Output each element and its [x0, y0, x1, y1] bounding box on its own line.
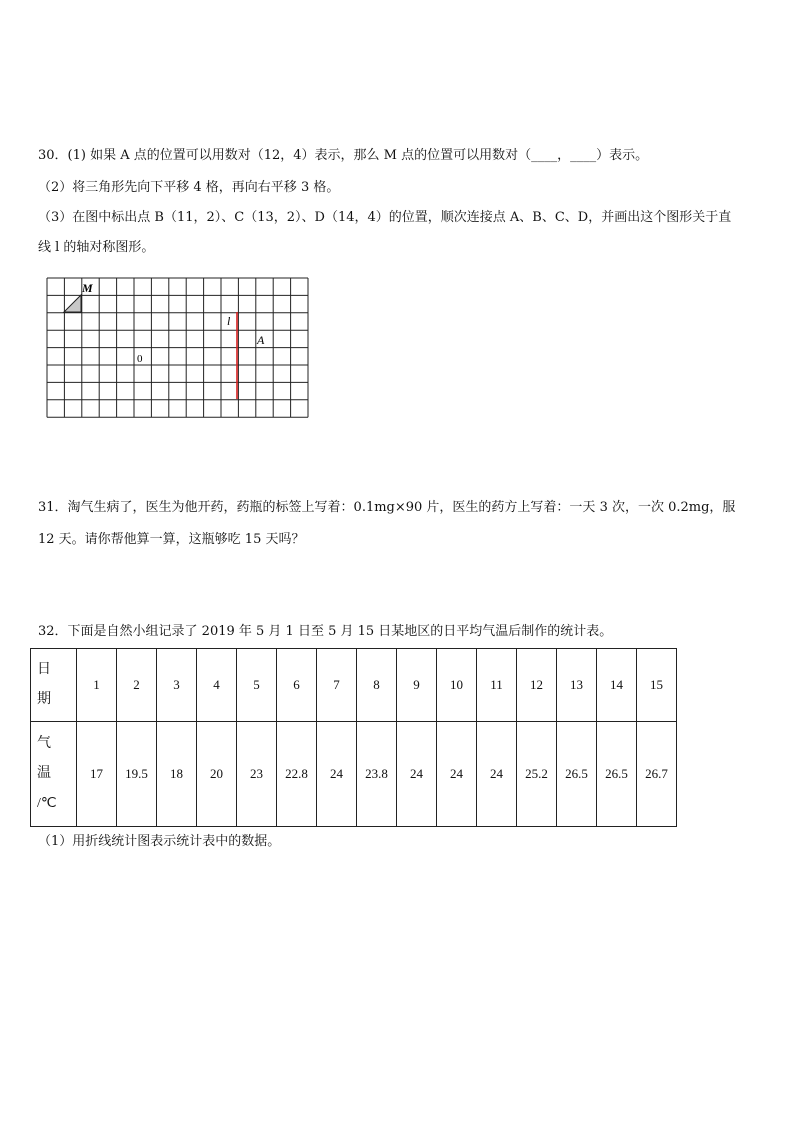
- temp-cell: 18: [157, 722, 197, 827]
- temp-cell: 26.5: [597, 722, 637, 827]
- date-cell: 3: [157, 649, 197, 722]
- q30-line-1: 30．(1) 如果 A 点的位置可以用数对（12，4）表示，那么 M 点的位置可以用数对（____，____）表示。: [38, 148, 649, 163]
- temp-cell: 20: [197, 722, 237, 827]
- temp-cell: 25.2: [517, 722, 557, 827]
- temp-cell: 22.8: [277, 722, 317, 827]
- grid-lines: [47, 278, 308, 417]
- q32-intro: 32．下面是自然小组记录了 2019 年 5 月 1 日至 5 月 15 日某地区的日平均气温后制作的统计表。: [38, 624, 613, 639]
- q30-line-4: 线 l 的轴对称图形。: [38, 240, 155, 255]
- date-cell: 12: [517, 649, 557, 722]
- grid-svg: [46, 277, 310, 419]
- date-cell: 6: [277, 649, 317, 722]
- date-cell: 7: [317, 649, 357, 722]
- date-cell: 14: [597, 649, 637, 722]
- row-header-temp: [31, 722, 77, 827]
- row-header-date: [31, 649, 77, 722]
- temp-cell: 17: [77, 722, 117, 827]
- temp-cell: 23: [237, 722, 277, 827]
- q31-line-2: 12 天。请你帮他算一算，这瓶够吃 15 天吗？: [38, 532, 305, 547]
- date-cell: 1: [77, 649, 117, 722]
- temp-cell: 26.7: [637, 722, 677, 827]
- q30-line-2: （2）将三角形先向下平移 4 格，再向右平移 3 格。: [38, 180, 340, 195]
- date-cell: 5: [237, 649, 277, 722]
- row-header-date-char1: 日: [37, 662, 51, 677]
- temp-cell: 26.5: [557, 722, 597, 827]
- temp-cell: 24: [397, 722, 437, 827]
- temp-cell: 24: [477, 722, 517, 827]
- date-cell: 15: [637, 649, 677, 722]
- date-cell: 11: [477, 649, 517, 722]
- q31-line-1: 31．淘气生病了，医生为他开药，药瓶的标签上写着：0.1mg×90 片，医生的药方上写着：一天 3 次，一次 0.2mg，服: [38, 500, 736, 515]
- q30-line-3: （3）在图中标出点 B（11，2）、C（13，2）、D（14，4）的位置，顺次连接点 A、B、C、D，并画出这个图形关于直: [38, 210, 732, 225]
- date-cell: 8: [357, 649, 397, 722]
- table-row-temps: [31, 722, 677, 827]
- temp-cell: 24: [437, 722, 477, 827]
- date-cell: 9: [397, 649, 437, 722]
- label-M: M: [82, 281, 93, 295]
- row-header-temp-char2: 温: [37, 766, 51, 781]
- table-row-dates: [31, 649, 677, 722]
- row-header-date-char2: 期: [37, 692, 51, 707]
- triangle-shape: [64, 295, 81, 312]
- temp-cell: 23.8: [357, 722, 397, 827]
- row-header-temp-unit: /℃: [37, 796, 57, 811]
- date-cell: 13: [557, 649, 597, 722]
- label-l: l: [227, 314, 231, 328]
- temp-cell: 19.5: [117, 722, 157, 827]
- row-header-temp-char1: 气: [37, 736, 51, 751]
- temperature-table: [30, 648, 677, 827]
- temp-cell: 24: [317, 722, 357, 827]
- label-A: A: [257, 333, 265, 347]
- date-cell: 10: [437, 649, 477, 722]
- coordinate-grid: [46, 277, 310, 423]
- date-cell: 2: [117, 649, 157, 722]
- label-O: 0: [137, 353, 143, 365]
- date-cell: 4: [197, 649, 237, 722]
- q32-sub-1: （1）用折线统计图表示统计表中的数据。: [38, 834, 281, 849]
